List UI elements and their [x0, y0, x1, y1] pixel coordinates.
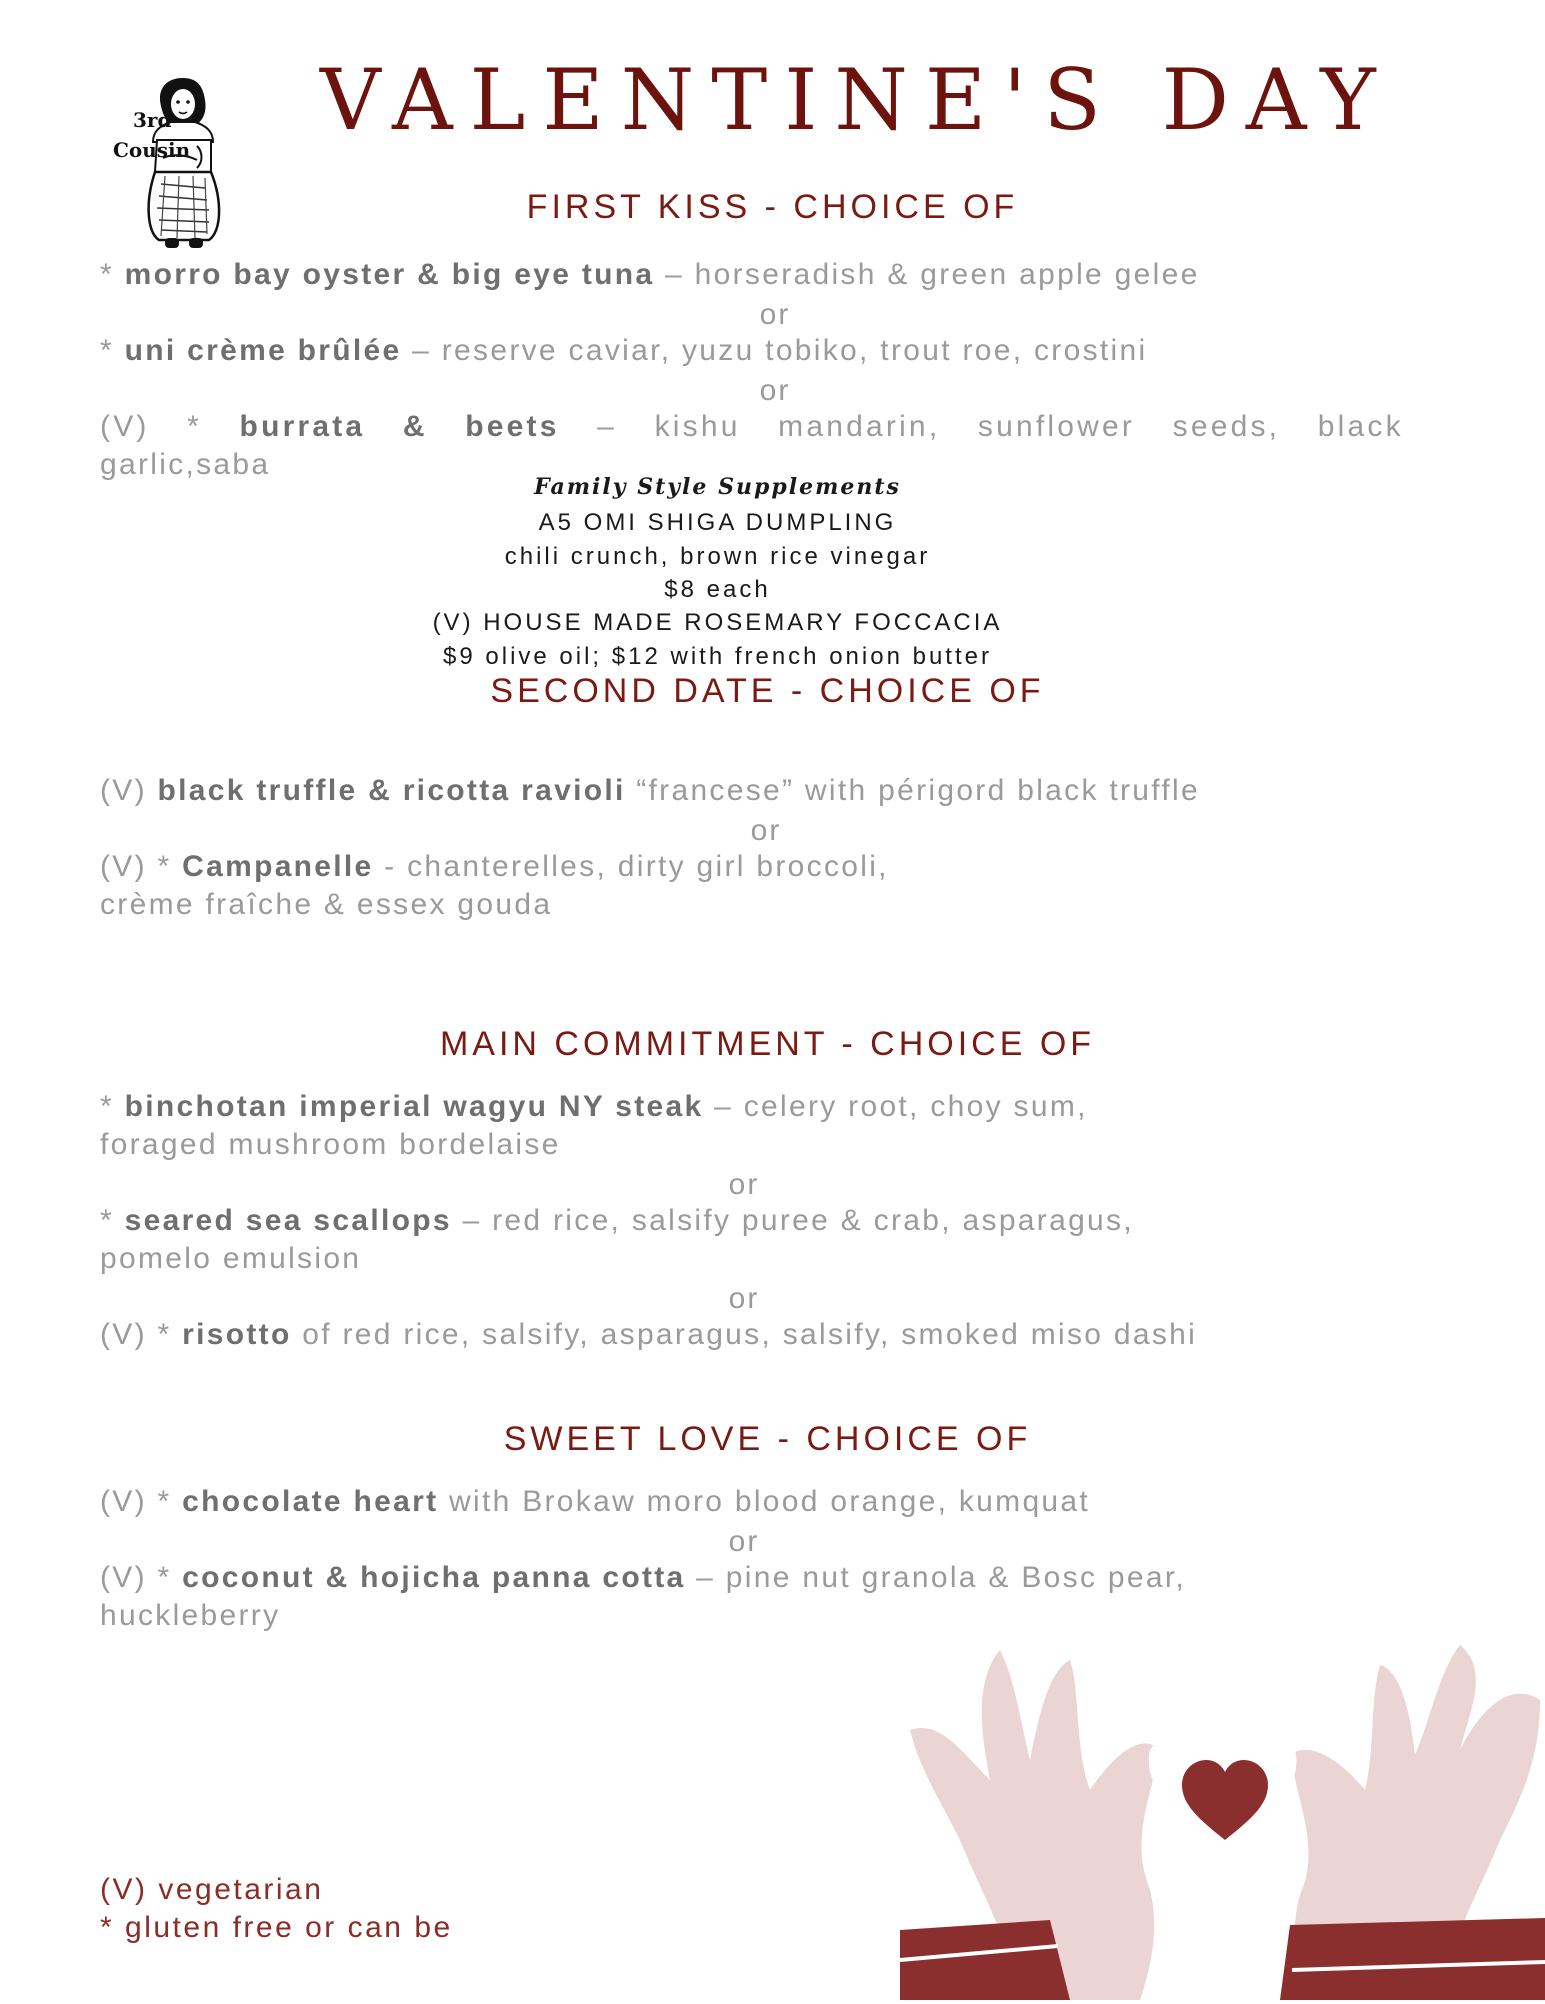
- menu-item-burrata-beets-line2: garlic,saba: [100, 448, 271, 481]
- item-name: chocolate heart: [182, 1485, 439, 1518]
- legend-gluten-free: * gluten free or can be: [100, 1911, 453, 1944]
- menu-item-chocolate-heart: [100, 1483, 1450, 1521]
- menu-item-campanelle-line2: crème fraîche & essex gouda: [100, 888, 553, 921]
- menu-item-wagyu-steak-line2: foraged mushroom bordelaise: [100, 1128, 561, 1161]
- item-desc: - chanterelles, dirty girl broccoli,: [373, 850, 889, 883]
- menu-item-panna-cotta: [100, 1559, 1450, 1597]
- or-divider: or: [759, 374, 791, 407]
- menu-item-wagyu-steak: [100, 1088, 1450, 1126]
- item-prefix: *: [100, 1204, 125, 1237]
- item-desc: “francese” with périgord black truffle: [625, 774, 1200, 807]
- woman-figure-icon: [105, 72, 255, 257]
- item-prefix: *: [100, 1090, 125, 1123]
- item-name: burrata & beets: [239, 410, 560, 443]
- supplement-dumpling: A5 OMI SHIGA DUMPLING: [538, 509, 897, 536]
- or-divider: or: [728, 1525, 760, 1558]
- menu-item-burrata-beets: [100, 408, 1450, 446]
- item-prefix: *: [100, 258, 125, 291]
- item-desc: with Brokaw moro blood orange, kumquat: [438, 1485, 1091, 1518]
- menu-item-uni-creme-brulee: [100, 332, 1450, 370]
- menu-item-sea-scallops: [100, 1202, 1450, 1240]
- heart-hands-illustration: [900, 1640, 1545, 2000]
- item-prefix: (V): [100, 774, 158, 807]
- item-name: coconut & hojicha panna cotta: [182, 1561, 686, 1594]
- item-desc: – reserve caviar, yuzu tobiko, trout roe, crostini: [401, 334, 1148, 367]
- item-prefix: (V) *: [100, 1561, 183, 1594]
- menu-item-campanelle: [100, 848, 1450, 886]
- item-desc: – kishu mandarin, sunflower seeds, black: [559, 410, 1404, 443]
- or-divider: or: [728, 1282, 760, 1315]
- item-prefix: (V) *: [100, 1318, 183, 1351]
- item-prefix: (V) *: [100, 850, 183, 883]
- item-desc: – pine nut granola & Bosc pear,: [685, 1561, 1187, 1594]
- second-date-heading: SECOND DATE - CHOICE OF: [490, 672, 1045, 710]
- item-name: uni crème brûlée: [124, 334, 402, 367]
- 3rd-cousin-logo: [105, 72, 255, 257]
- or-divider: or: [750, 814, 782, 847]
- item-name: morro bay oyster & big eye tuna: [124, 258, 655, 291]
- menu-item-sea-scallops-line2: pomelo emulsion: [100, 1242, 362, 1275]
- menu-item-risotto: [100, 1316, 1450, 1354]
- logo-text-3rd: 3rd: [133, 108, 172, 132]
- item-desc: of red rice, salsify, asparagus, salsify, smoked miso dashi: [291, 1318, 1198, 1351]
- item-desc: – horseradish & green apple gelee: [654, 258, 1200, 291]
- item-name: binchotan imperial wagyu NY steak: [124, 1090, 704, 1123]
- supplement-dumpling-price: $8 each: [664, 576, 771, 603]
- supplement-foccacia: (V) HOUSE MADE ROSEMARY FOCCACIA: [432, 609, 1003, 636]
- or-divider: or: [728, 1168, 760, 1201]
- menu-item-truffle-ravioli: [100, 772, 1450, 810]
- or-divider: or: [759, 298, 791, 331]
- item-name: black truffle & ricotta ravioli: [157, 774, 626, 807]
- logo-text-cousin: Cousin: [113, 138, 191, 162]
- main-commitment-heading: MAIN COMMITMENT - CHOICE OF: [439, 1025, 1096, 1063]
- supplement-dumpling-desc: chili crunch, brown rice vinegar: [504, 543, 931, 570]
- item-prefix: (V) *: [100, 410, 240, 443]
- menu-item-oyster-tuna: [100, 256, 1450, 294]
- item-name: seared sea scallops: [124, 1204, 452, 1237]
- item-prefix: (V) *: [100, 1485, 183, 1518]
- supplement-foccacia-price: $9 olive oil; $12 with french onion butter: [443, 643, 992, 670]
- item-name: risotto: [182, 1318, 292, 1351]
- first-kiss-heading: FIRST KISS - CHOICE OF: [526, 188, 1019, 226]
- item-desc: – red rice, salsify puree & crab, asparagus,: [451, 1204, 1134, 1237]
- page-title: VALENTINE'S DAY: [320, 51, 1393, 149]
- item-prefix: *: [100, 334, 125, 367]
- sweet-love-heading: SWEET LOVE - CHOICE OF: [503, 1420, 1032, 1458]
- heart-hands-icon: [900, 1640, 1545, 2000]
- item-desc: – celery root, choy sum,: [703, 1090, 1088, 1123]
- menu-item-panna-cotta-line2: huckleberry: [100, 1599, 281, 1632]
- supplements-title: Family Style Supplements: [534, 474, 901, 500]
- item-name: Campanelle: [182, 850, 374, 883]
- legend-vegetarian: (V) vegetarian: [100, 1873, 324, 1906]
